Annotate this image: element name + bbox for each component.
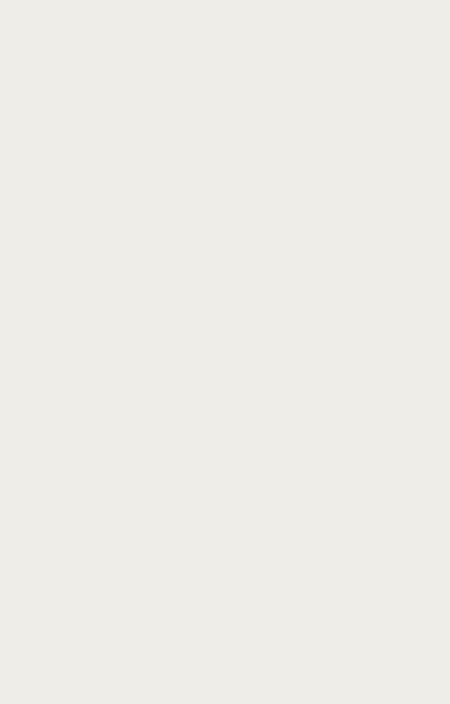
table-of-contents xyxy=(38,48,430,57)
